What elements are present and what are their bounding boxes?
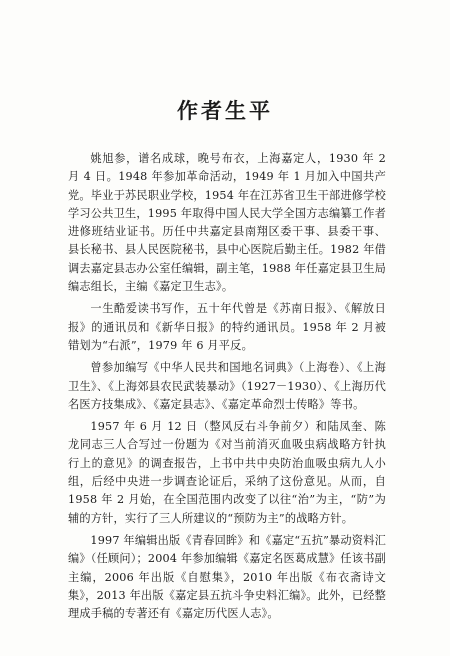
paragraph-publications: 1997 年编辑出版《青春回眸》和《嘉定“五抗”暴动资料汇编》（任顾问）；2004 年参加编辑《嘉定名医葛成慧》任该书副主编，2006 年出版《自慰集》，2010 年出版《布衣斋诗文集》，2013 年出版《嘉定县五抗斗争史料汇编》。此外，已经整理成手稿的专著还有《嘉定历代医人志》。 (68, 533, 386, 621)
biography-text (68, 150, 386, 627)
paragraph-writing: 一生酷爱读书写作，五十年代曾是《苏南日报》、《解放日报》的通讯员和《新华日报》的特约通讯员。1958 年 2 月被错划为“右派”，1979 年 6 月平反。 (68, 302, 386, 352)
paragraph-compilations: 曾参加编写《中华人民共和国地名词典》（上海卷）、《上海卫生》、《上海郊县农民武装暴动》（1927－1930）、《上海历代名医方技集成》、《嘉定县志》、《嘉定革命烈士传略》等书。 (68, 361, 386, 411)
paragraph-early-life: 姚旭参，谱名成球，晚号布衣，上海嘉定人，1930 年 2 月 4 日。1948 年参加革命活动，1949 年 1 月加入中国共产党。毕业于苏民职业学校，1954 年在江苏省卫生干部进修学校学习公共卫生，1995 年取得中国人民大学全国方志编纂工作者进修班结业证书。历任中共嘉定县南翔区委干事、县委干事、县长秘书、县人民医院秘书，县中心医院后勤主任。1982 年借调去嘉定县志办公室任编辑，副主笔，1988 年任嘉定县卫生局编志组长，主编《嘉定卫生志》。 (68, 152, 386, 294)
page-title: 作者生平 (177, 99, 273, 123)
paragraph-schistosomiasis-report: 1957 年 6 月 12 日（整风反右斗争前夕）和陆凤奎、陈龙同志三人合写过一份题为《对当前消灭血吸虫病战略方针执行上的意见》的调查报告，上书中共中央防治血吸虫病九人小组，后经中央进一步调查论证后，采纳了这份意见。从而，自 1958 年 2 月始，在全国范围内改变了以往“治”为主，“防”为辅的方针，实行了三人所建议的“预防为主”的战略方针。 (68, 420, 386, 525)
